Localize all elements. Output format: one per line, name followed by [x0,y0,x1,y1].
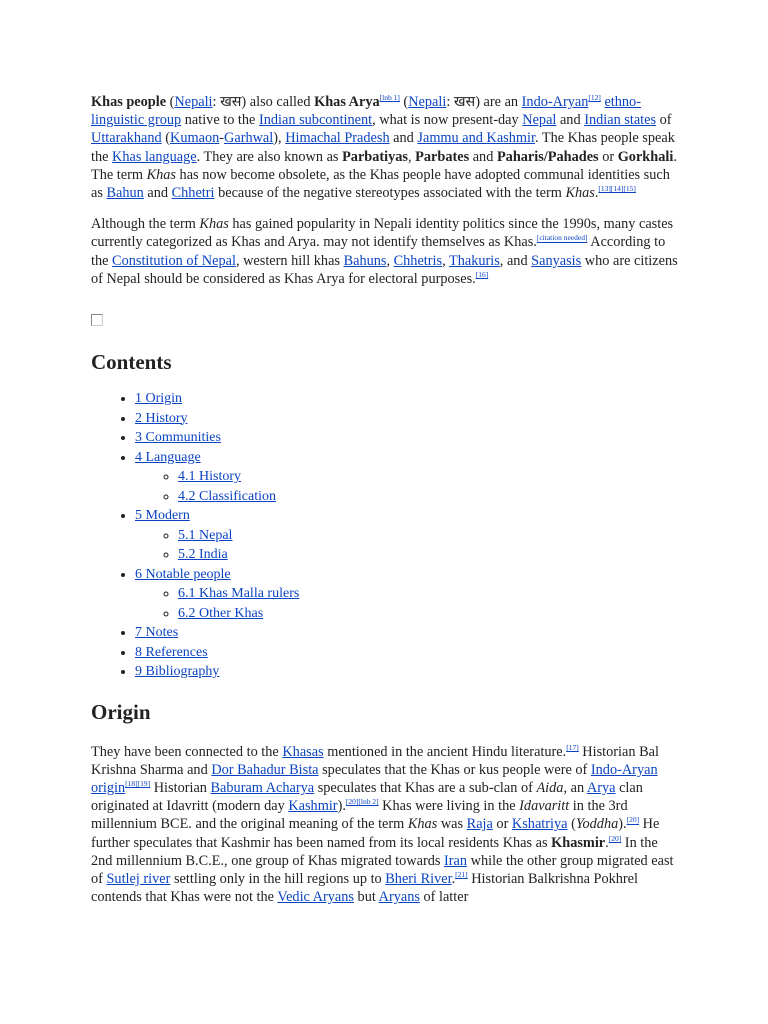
wiki-link[interactable]: Iran [444,852,468,869]
toc-link[interactable]: 6 Notable people [135,566,231,582]
text-run: . [605,834,609,851]
toc-link[interactable]: 9 Bibliography [135,664,220,680]
wiki-link[interactable]: Bahuns [343,252,387,269]
text-run: native to the [181,112,259,129]
toc-item [135,662,679,682]
toc-sublink[interactable]: 6.1 Khas Malla rulers [178,586,300,602]
wiki-link[interactable]: Thakuris [448,252,500,269]
wiki-link[interactable]: Khas language [112,148,197,165]
text-run: ( [166,94,175,110]
text-run: has gained popularity in Nepali identity politics since the 1990s, many castes currently categorized as Khas and Arya. may not identify themselves as Khas. [91,216,674,251]
table-of-contents [91,389,679,682]
citation-superscript [380,93,400,102]
text-run: Historian Bal Krishna Sharma and [91,743,659,778]
bold-term: Parbates [415,148,470,165]
contents-heading: Contents [91,350,172,375]
toc-link[interactable]: 5 Modern [135,508,190,524]
bold-term: Khas Arya [314,94,380,110]
toc-item [135,389,679,409]
text-run: and [556,112,585,129]
text-run: while the other group migrated east of [91,852,674,887]
wiki-link[interactable]: Bahun [106,185,144,202]
text-run: Although the term [91,216,200,233]
origin-heading: Origin [91,699,151,724]
toc-link[interactable]: 2 History [135,410,188,426]
italic-term: Idavaritt [519,798,570,815]
intro-paragraph-2 [91,215,679,288]
bold-term: Khasmir [551,834,606,851]
wiki-link[interactable]: Indo-Aryan origin [91,761,658,796]
citation-link[interactable]: [18][19] [125,779,151,789]
wiki-link[interactable]: Garhwal [224,130,274,147]
citation-superscript [627,816,640,825]
toc-sublist [135,584,679,623]
bold-term: Paharis/Pahades [496,148,599,165]
toc-link[interactable]: 4 Language [135,449,201,465]
italic-term: Khas [565,185,595,202]
wiki-link[interactable]: Aryans [378,889,420,906]
text-run: ), [273,130,286,147]
text-run: was [437,816,467,833]
text-run: who are citizens of Nepal should be considered as Khas Arya for electoral purposes. [91,252,678,287]
toc-sublink[interactable]: 5.2 India [178,547,228,563]
italic-term: Yoddha [575,816,619,833]
bold-term: Gorkhali [617,148,674,165]
wiki-link[interactable]: Sutlej river [106,870,171,887]
citation-link[interactable]: [lnb 1] [379,93,400,103]
wiki-link[interactable]: Uttarakhand [91,130,162,147]
text-run: has now become obsolete, as the Khas people have adopted communal identities such as [91,166,670,202]
text-run: : खस) also called [212,94,315,110]
citation-superscript [609,834,622,843]
bold-term: Parbatiyas [342,148,408,165]
text-run: : खस) are an [446,94,522,110]
wiki-link[interactable]: Nepal [522,112,557,129]
wiki-link[interactable]: Baburam Acharya [210,779,315,796]
citation-superscript [455,870,468,879]
origin-paragraph-1 [91,743,679,907]
text-run: Khas were living in the [378,798,520,815]
toc-item [135,565,679,624]
text-run: , [442,252,449,269]
text-run: They have been connected to the [91,743,283,760]
toc-toggle-checkbox[interactable] [91,314,103,326]
text-run: of latter [419,889,469,906]
toc-subitem [178,526,679,546]
text-run: Historian Balkrishna Pokhrel contends that Khas were not the [91,870,639,906]
text-run: , western hill khas [235,252,344,269]
text-run: but [353,889,379,906]
wiki-link[interactable]: Kshatriya [511,816,568,833]
text-run: in the 3rd millennium BCE. and the original meaning of the term [91,798,628,833]
toc-subitem [178,604,679,624]
text-run: speculates that Khas are a sub-clan of [314,779,537,796]
toc-item [135,448,679,507]
text-run: , [407,148,416,165]
citation-link[interactable]: [12] [588,93,601,103]
text-run: and [389,130,418,147]
wiki-link[interactable]: Chhetri [171,185,215,202]
text-run: mentioned in the ancient Hindu literature. [323,743,567,760]
citation-link[interactable]: [20] [608,833,622,843]
toc-subitem [178,467,679,487]
wiki-link[interactable]: Vedic Aryans [277,889,354,906]
wiki-link[interactable]: Constitution of Nepal [112,252,236,269]
wiki-link[interactable]: ethno-linguistic group [91,94,641,129]
text-run: or [492,816,512,833]
text-run: , an [563,779,587,796]
toc-link[interactable]: 3 Communities [135,430,221,446]
wiki-link[interactable]: Indian states [584,112,657,129]
wiki-link[interactable]: Bheri River [385,870,452,887]
wiki-link[interactable]: Dor Bahadur Bista [211,761,319,778]
wiki-link[interactable]: Raja [466,816,493,833]
toc-item [135,428,679,448]
text-run: . [594,185,599,202]
toc-link[interactable]: 8 References [135,644,208,660]
toc-item [135,623,679,643]
toc-item [135,506,679,565]
toc-sublink[interactable]: 5.1 Nepal [178,527,233,543]
bold-term: Khas people [91,94,167,110]
toc-sublist [135,467,679,506]
text-run: of [656,112,672,129]
toc-sublist [135,526,679,565]
wiki-link[interactable]: Indo-Aryan [521,94,589,110]
text-run: or [598,148,618,165]
citation-superscript [566,743,579,752]
article-content [91,93,679,906]
wiki-link[interactable]: Khasas [282,743,324,760]
text-run: because of the negative stereotypes associated with the term [214,185,566,202]
text-run: . The term [91,148,677,183]
text-run: ( [567,816,576,833]
text-run: , [386,252,394,269]
citation-superscript [588,93,601,102]
italic-term: Khas [199,216,229,233]
toc-sublink[interactable]: 4.2 Classification [178,488,276,504]
wiki-link[interactable]: Kashmir [288,798,338,815]
text-run: , what is now present-day [372,112,523,129]
citation-link[interactable]: [20] [626,815,640,825]
text-run: . They are also known as [196,148,343,165]
citation-link[interactable]: [21] [455,870,468,880]
citation-superscript [537,234,588,243]
text-run: Historian [150,779,211,796]
citation-superscript [125,779,150,788]
text-run: He further speculates that Kashmir has been named from its local residents Khas as [91,816,660,851]
italic-term: Khas [146,166,176,183]
toc-subitem [178,584,679,604]
text-run: . [451,870,456,887]
toc-item [135,643,679,663]
wiki-link[interactable]: Indian subcontinent [258,112,373,129]
citation-link[interactable]: [citation needed] [536,233,588,243]
citation-link[interactable]: [20][lnb 2] [345,797,379,807]
citation-superscript [476,270,489,279]
toc-link[interactable]: 7 Notes [135,625,179,641]
wiki-link[interactable]: Nepali [408,94,447,110]
text-run: According to the [91,234,666,269]
toc-sublink[interactable]: 4.1 History [178,469,241,485]
text-run: and [143,185,172,202]
toc-item [135,409,679,429]
text-run: clan originated at Idavritt (modern day [91,779,643,815]
text-run: ( [161,130,171,147]
toc-link[interactable]: 1 Origin [135,391,183,407]
toc-sublink[interactable]: 6.2 Other Khas [178,605,264,621]
text-run: and [469,148,497,165]
wiki-link[interactable]: Arya [586,779,616,796]
toc-subitem [178,487,679,507]
citation-link[interactable]: [17] [566,742,579,752]
text-run: In the 2nd millennium B.C.E., one group of Khas migrated towards [91,834,658,869]
wiki-link[interactable]: Sanyasis [531,252,582,269]
italic-term: Aida [536,779,564,796]
citation-superscript [346,797,379,806]
wiki-link[interactable]: Himachal Pradesh [285,130,390,147]
citation-link[interactable]: [13][14][15] [598,184,636,194]
intro-paragraph-1 [91,93,679,202]
citation-link[interactable]: [16] [475,270,489,280]
text-run: ( [399,94,409,110]
text-run: speculates that the Khas or kus people were of [318,761,591,778]
wiki-link[interactable]: Jammu and Kashmir [417,130,535,147]
citation-superscript [598,184,636,193]
text-run: . The Khas people speak the [91,130,675,165]
text-run: settling only in the hill regions up to [170,870,386,887]
italic-term: Khas [407,816,438,833]
toc-subitem [178,545,679,565]
text-run: , and [499,252,532,269]
text-run: ). [337,798,346,815]
text-run: - [219,130,225,147]
text-run: ). [618,816,627,833]
wiki-link[interactable]: Nepali [174,94,213,110]
wiki-link[interactable]: Chhetris [393,252,443,269]
wiki-link[interactable]: Kumaon [170,130,220,147]
